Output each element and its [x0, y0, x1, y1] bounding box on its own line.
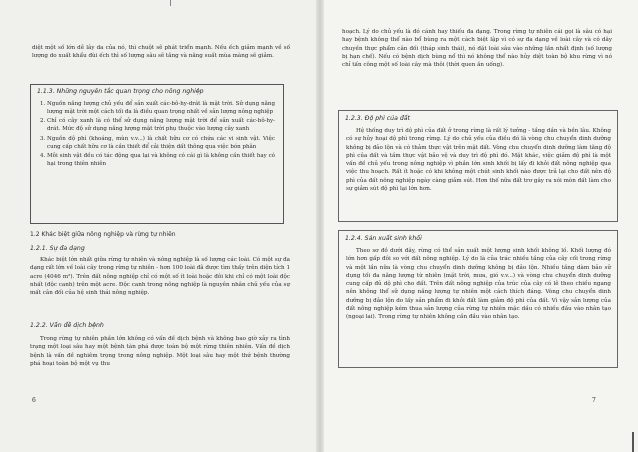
scan-mark: [170, 0, 171, 6]
section-heading: 1.2 Khác biệt giữa nông nghiệp và rừng tự nhiên: [30, 231, 176, 238]
left-intro-paragraph: diệt một số lớn dễ lây da của nó, thì chuột sẽ phát triển mạnh. Nếu ếch giảm mạnh về số lượng do xuất khẩu đùi ếch thì số lượng sâu sẽ tăng và năng suất mùa màng sẽ giảm.: [32, 45, 290, 60]
principle-item: 1. Nguồn năng lượng chủ yếu để sản xuất các-bô-hy-drát là mặt trời. Sử dụng năng lượng mặt trời một cách tối đa là điều quan trọng nhất về sản lượng nông nghiệp: [47, 101, 275, 117]
principles-list: [37, 101, 275, 170]
biomass-title: 1.2.4. Sản xuất sinh khối: [345, 235, 422, 242]
right-intro-paragraph: hoạch. Lý do chủ yếu là đó cánh hay thiếu đa dạng. Trong rừng tự nhiên cái gọi là sâu có hại hay bệnh không thể nào bổ bùng ra một cách biệt lập vì có sự đa dạng về loài cây và có dây chuyền thực phẩm cân đối (tháp sinh thái), nó đặt loài sâu vào những lần nhất định (số lượng bị hạn chế). Nếu có bệnh dịch bùng nổ thì nó không thể nào hủy diệt toàn bộ khu rừng vì nó chỉ tấn công một số loài cây mà thôi (thời quen ăn uống).: [342, 29, 612, 69]
principles-box: [30, 84, 284, 224]
right-page: [324, 0, 638, 452]
subsection-disease-title: 1.2.2. Vấn đề dịch bệnh: [30, 322, 104, 329]
left-page: [0, 0, 316, 452]
diversity-paragraph: Khác biệt lớn nhất giữa rừng tự nhiên và nông nghiệp là số lượng các loài. Có một sự đa dạng rất lớn về loài cây trong rừng tự nhiên - hơn 100 loài đã được tìm thấy trên diện tích 1 acre (4046 m²). Trên đất nông nghiệp chỉ có một số ít loài hoặc đôi khi chỉ có một loài độc nhất (độc canh) trên một acre. Độc canh trong nông nghiệp là nguyên nhân chủ yếu của sự mất cân đối của hệ sinh thái nông nghiệp.: [30, 257, 290, 297]
subsection-diversity-title: 1.2.1. Sự đa dạng: [30, 245, 85, 252]
book-gutter: [316, 0, 324, 452]
principle-item: 2. Chỉ có cây xanh là có thể sử dụng năng lượng mặt trời để sản xuất các-bô-hy-drát. Mức độ sử dụng năng lượng mặt trời phụ thuộc vào lượng cây xanh: [47, 118, 275, 134]
principles-box-title: 1.1.3. Những nguyên tắc quan trọng cho nông nghiệp: [37, 88, 204, 95]
biomass-paragraph: Theo sơ đồ dưới đây, rừng có thể sản xuất một lượng sinh khối không lồ. Khối lượng đó lớn hơn gấp đôi so với đất nông nghiệp. Lý do là của trác nhiều tầng của cây cối trong rừng và một lần nữa là vòng chu chuyển dinh dưỡng không bị đảo lộn. Nhiều tầng dàm bảo sử dụng tối đa năng lượng từ nhiên (mặt trời, mưa, gió v.v...) và vòng chu chuyển dinh dưỡng cung cấp đủ dộ phì cho đất. Trên đất nông nghiệp của trúc của cây có lẽ theo chiều ngang nên không thể sử dụng năng lượng tự nhiên một cách thích đáng. Vòng chu chuyển dinh dưỡng bị đảo lộn do lấy sản phẩm đi khỏi đất làm giảm độ phì của đất. Vì vậy sản lượng của đất nông nghiệp kém thua sản lượng của rừng tự nhiên mặc dầu có nhiều đầu vào nhân tạo (ngoại lai). Trong rừng tự nhiên không cần đầu vào nhân tạo.: [346, 248, 611, 321]
left-page-number: 6: [32, 397, 36, 404]
principle-item: 3. Nguồn dộ phì (khoáng, mùn v.v...) là chất hữu cơ có chứa các vi sinh vật. Việc cung cấp chất hữu cơ là cần thiết để cải thiện dất thông qua việc bón phân: [47, 136, 275, 152]
soil-fertility-paragraph: Hệ thống duy trì dộ phì của đất ở trong rừng là rất lý tưởng - tầng dần và bền lâu. Không có sự hủy hoại dộ phì trong rừng. Lý do chủ yếu của điều đó là vòng chu chuyển dinh dưỡng không bị đảo lộn và có thảm thực vật trên mặt đất. Vòng chu chuyển dinh dưỡng làm tăng độ phì của đất và tầm thực vật bảo vệ và duy trì độ phì đó. Mặt khác, việc giảm độ phì là một vấn đề chủ yếu trong nông nghiệp vì phần lớn sinh khối bị lấy đi khỏi đất nông nghiệp qua việc thu hoạch. Rất ít hoặc có khi không một chút sinh khối nào được trả lại cho đất nên độ phì của đất nông nghiệp ngày càng giảm sút. Hơn thế nữa đất trơ gây ra xói mòn đất làm cho sự giảm sút độ phì lại lớn hơn.: [346, 128, 612, 193]
soil-fertility-title: 1.2.3. Độ phì của đất: [345, 115, 410, 122]
disease-paragraph: Trong rừng tự nhiên phần lớn không có vấn đề dịch bệnh và không bao giờ xảy ra tình trạng một loại sâu hay một bệnh tàn phá được toàn bộ một rừng thiên nhiên. Vấn đề dịch bệnh là vấn đề nghiêm trọng trong nông nghiệp. Một loại sâu hay một thứ bệnh thường phá hoại toàn bộ một vụ thu: [30, 336, 290, 367]
soil-fertility-box: [338, 110, 618, 222]
scan-mark: [632, 432, 634, 452]
right-page-number: 7: [592, 397, 596, 404]
principle-item: 4. Mỗi sinh vật đều có tác động qua lại và không có cái gì là không cần thiết hay có hại trong thiên nhiên: [47, 153, 275, 169]
biomass-box: [338, 230, 618, 368]
